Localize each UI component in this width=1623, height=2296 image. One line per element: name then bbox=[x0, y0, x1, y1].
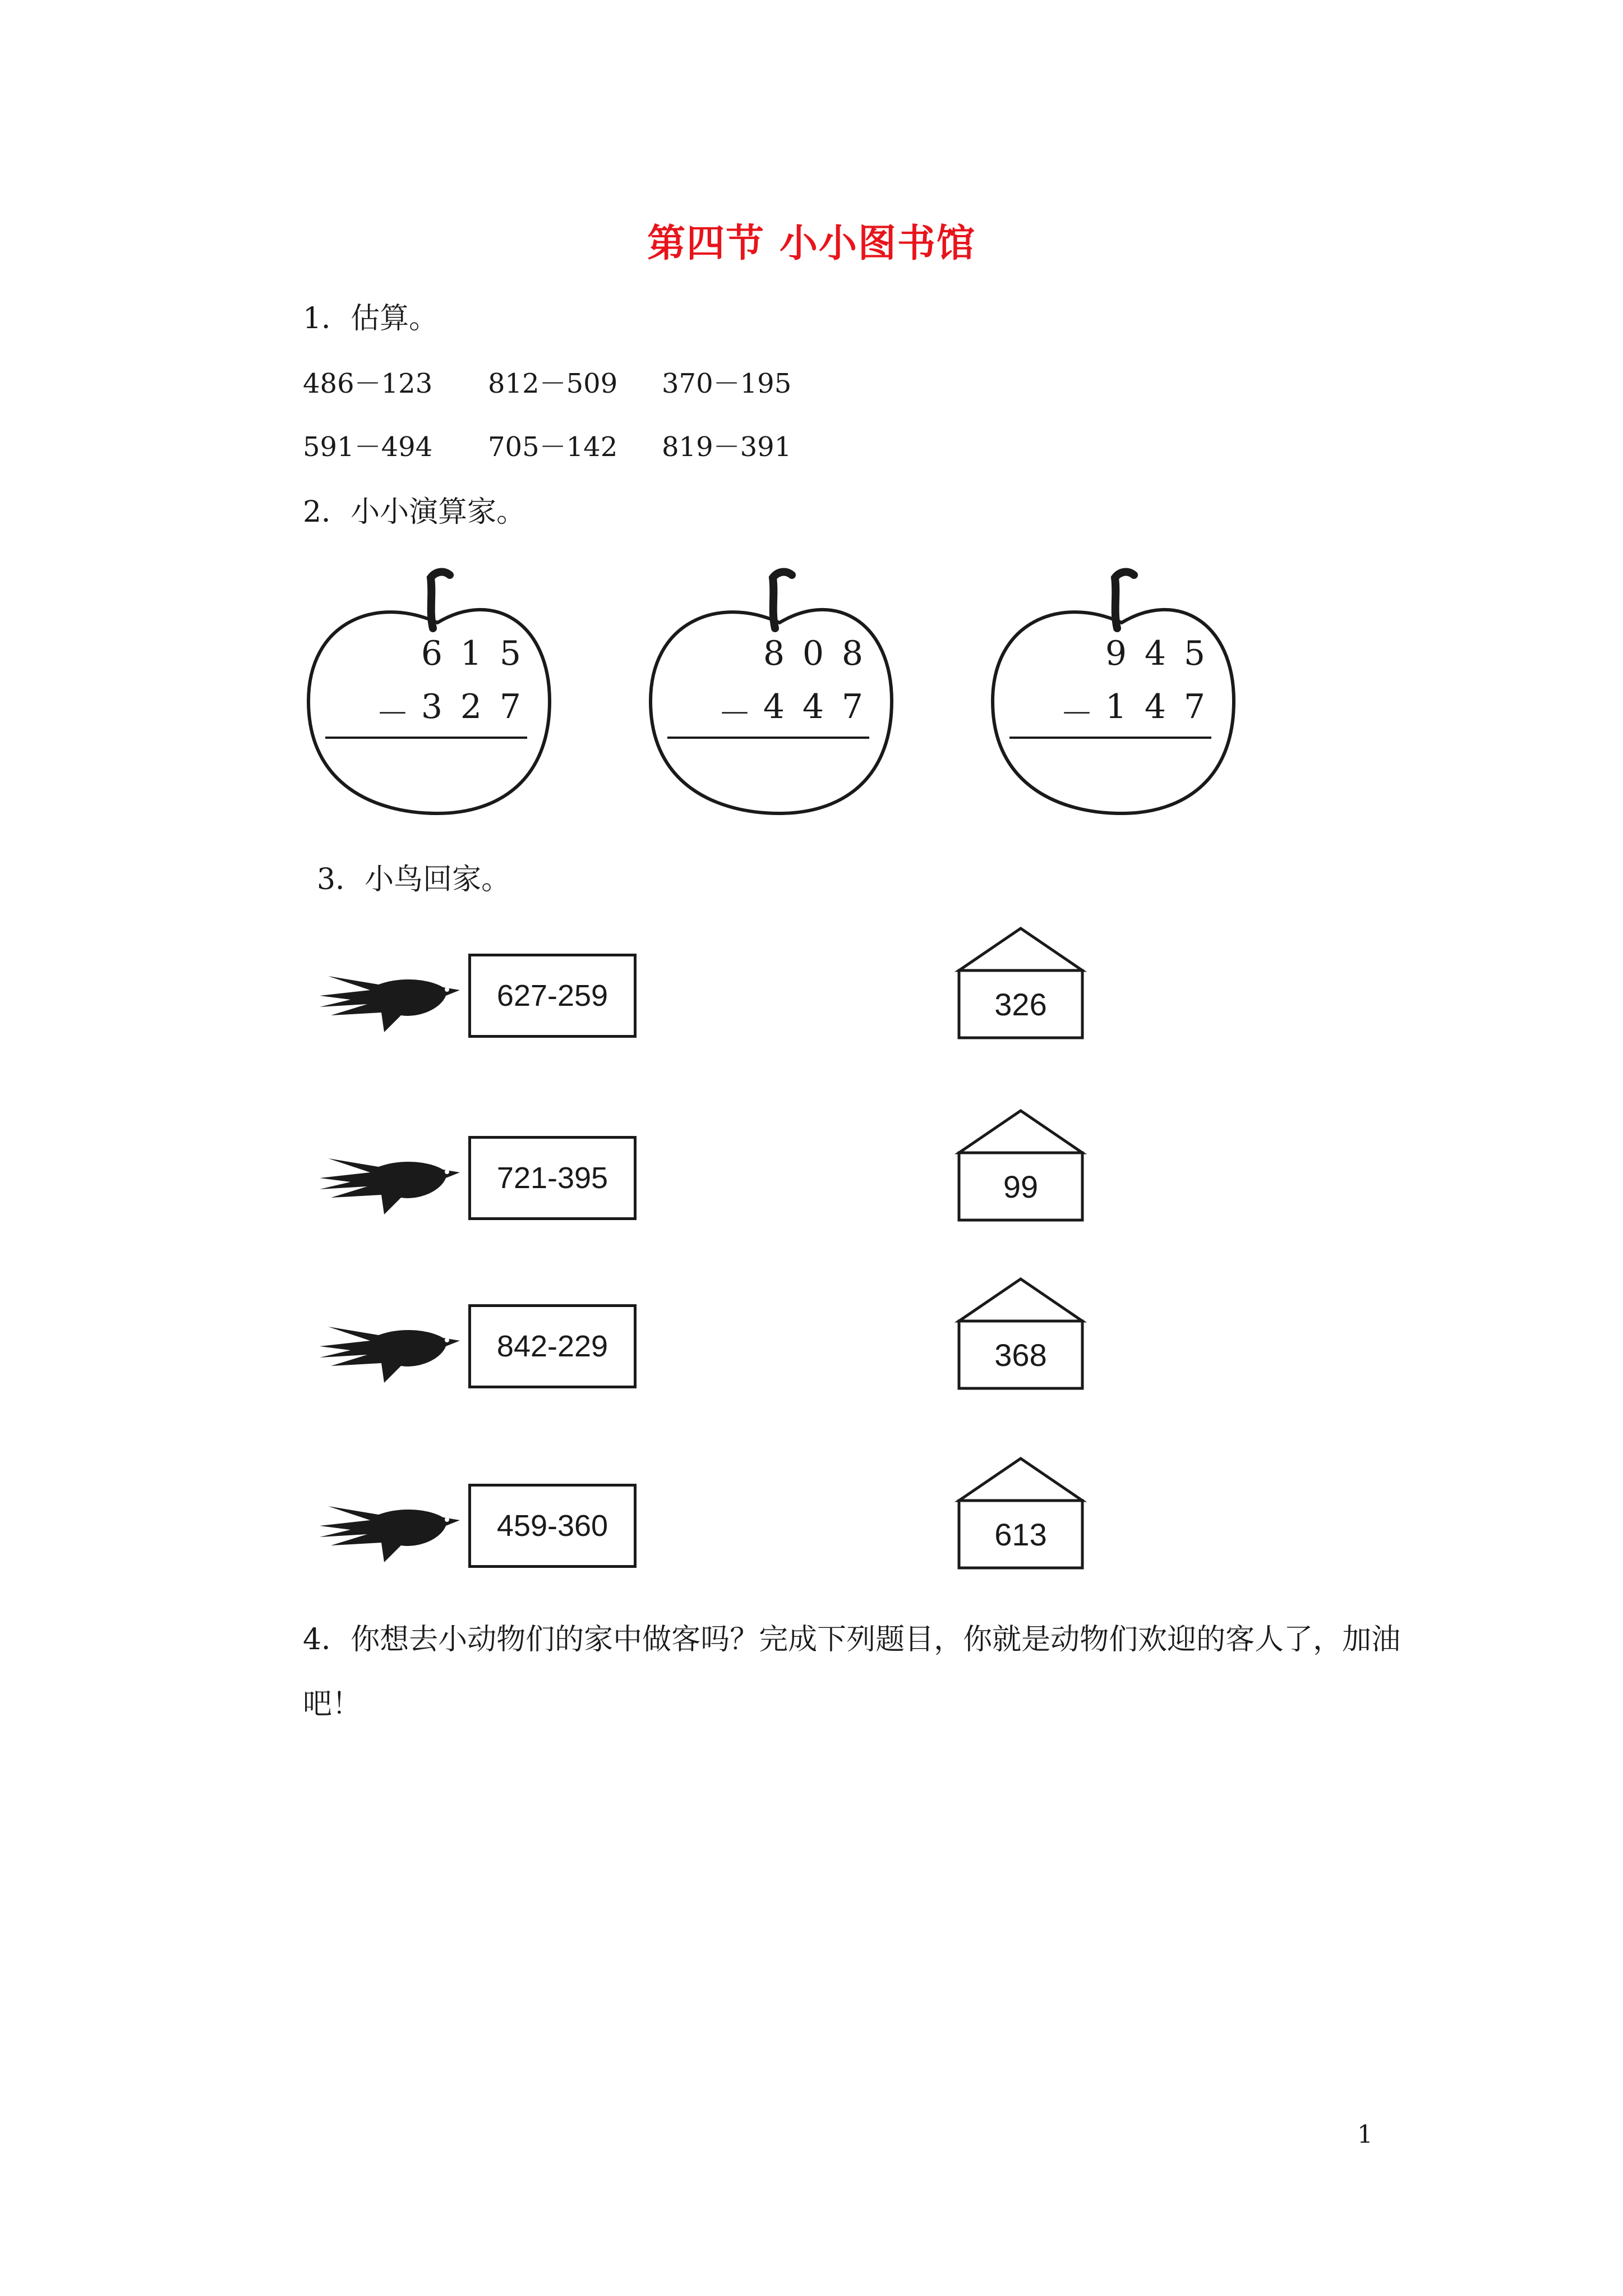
estimate-expression: 486－123 bbox=[303, 368, 433, 399]
digit: 1 bbox=[1105, 687, 1127, 726]
q3-label: 3．小鸟回家。 bbox=[317, 863, 511, 896]
digit: 5 bbox=[499, 634, 522, 673]
apple-subtraction-3 bbox=[987, 555, 1256, 836]
house bbox=[953, 1450, 1088, 1573]
bird-expression: 721-395 bbox=[468, 1136, 637, 1220]
q4-text-line2: 吧！ bbox=[303, 1687, 362, 1721]
estimate-expression: 812－509 bbox=[488, 368, 618, 399]
estimate-expression: 819－391 bbox=[662, 431, 792, 463]
bird-expression: 842-229 bbox=[468, 1304, 637, 1388]
digit: 7 bbox=[1183, 687, 1206, 726]
digit: 9 bbox=[1105, 634, 1127, 673]
digit: 7 bbox=[841, 687, 864, 726]
house-number: 99 bbox=[1003, 1168, 1039, 1204]
page-number: 1 bbox=[1357, 2120, 1373, 2149]
digit: 5 bbox=[1183, 634, 1206, 673]
q2-label: 2．小小演算家。 bbox=[303, 495, 526, 529]
q1-label: 1．估算。 bbox=[303, 302, 439, 335]
estimate-expression: 591－494 bbox=[303, 431, 433, 463]
digit: 6 bbox=[421, 634, 443, 673]
bird-icon bbox=[317, 1147, 463, 1220]
bird-icon bbox=[317, 965, 463, 1038]
apple-subtraction-2 bbox=[645, 555, 914, 836]
house bbox=[953, 1102, 1088, 1226]
digit: 7 bbox=[499, 687, 522, 726]
house-number: 326 bbox=[994, 986, 1047, 1022]
house-number: 613 bbox=[994, 1516, 1047, 1552]
digit: 4 bbox=[763, 687, 785, 726]
bird-expression: 459-360 bbox=[468, 1484, 637, 1568]
estimate-expression: 705－142 bbox=[488, 431, 618, 463]
house bbox=[953, 920, 1088, 1043]
minus-sign: － bbox=[1060, 694, 1094, 734]
bird-icon bbox=[317, 1315, 463, 1388]
q4-text-line1: 4．你想去小动物们的家中做客吗？完成下列题目，你就是动物们欢迎的客人了，加油 bbox=[303, 1623, 1401, 1657]
digit: 8 bbox=[763, 634, 785, 673]
apple-subtraction-1 bbox=[303, 555, 572, 836]
digit: 4 bbox=[802, 687, 824, 726]
minus-sign: － bbox=[718, 694, 751, 734]
house bbox=[953, 1271, 1088, 1394]
house-number: 368 bbox=[994, 1337, 1047, 1373]
estimate-expression: 370－195 bbox=[662, 368, 792, 399]
digit: 3 bbox=[421, 687, 443, 726]
digit: 2 bbox=[460, 687, 482, 726]
digit: 1 bbox=[460, 634, 482, 673]
digit: 4 bbox=[1144, 634, 1166, 673]
digit: 4 bbox=[1144, 687, 1166, 726]
digit: 0 bbox=[802, 634, 824, 673]
minus-sign: － bbox=[376, 694, 409, 734]
digit: 8 bbox=[841, 634, 864, 673]
bird-expression: 627-259 bbox=[468, 954, 637, 1038]
page-title: 第四节 小小图书馆 bbox=[647, 221, 976, 266]
bird-icon bbox=[317, 1495, 463, 1568]
